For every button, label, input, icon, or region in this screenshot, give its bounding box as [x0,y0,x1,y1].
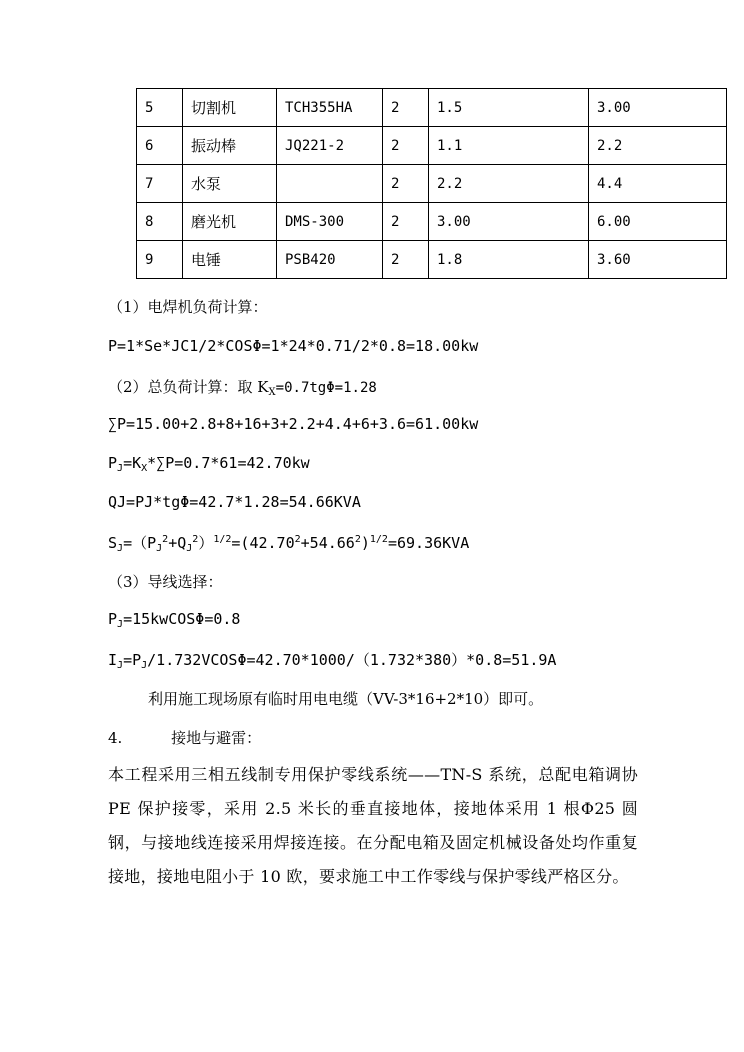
cell-quantity: 2 [383,165,429,203]
cell-total-power: 2.2 [589,127,727,165]
cell-equipment-name: 切割机 [183,89,277,127]
cable-note: 利用施工现场原有临时用电电缆（VV-3*16+2*10）即可。 [148,690,544,708]
formula-sj: $S_J=(P_J^2+Q_J^2)^{1/2}=(42.70^2+54.66^2)^{1/2}=69.36KVA$ [108,534,470,554]
cell-row-number: 5 [137,89,183,127]
table-row [137,165,727,203]
cell-unit-power: 1.1 [429,127,589,165]
cell-row-number: 6 [137,127,183,165]
cell-equipment-name: 磨光机 [183,203,277,241]
cell-equipment-name: 电锤 [183,241,277,279]
cell-row-number: 9 [137,241,183,279]
cell-unit-power: 3.00 [429,203,589,241]
cell-model: DMS-300 [277,203,383,241]
section-number: 4. [108,729,123,747]
table-row [137,127,727,165]
heading-total-load: （2）总负荷计算：取 $K_X=0.7tg\Phi=1.28$ [108,378,377,398]
cell-total-power: 4.4 [589,165,727,203]
cell-unit-power: 1.8 [429,241,589,279]
formula-pj-cos: $P_J=15kwCOS\Phi=0.8$ [108,610,241,630]
cell-quantity: 2 [383,203,429,241]
cell-unit-power: 2.2 [429,165,589,203]
cell-equipment-name: 水泵 [183,165,277,203]
heading-welder-load: （1）电焊机负荷计算： [108,298,268,316]
grounding-paragraph: 本工程采用三相五线制专用保护零线系统——TN-S 系统，总配电箱调协 PE 保护接零，采用 2.5 米长的垂直接地体，接地体采用 1 根Φ25 圆钢，与接地线连接采用焊接连接。在分配电箱及固定机械设备处均作重复接地，接地电阻小于 10 欧，要求施工中工作零线与保护零线严格区分。 [108,765,638,886]
formula-ij: $I_J=P_J/1.732VCOS\Phi=42.70*1000/(1.732*380)*0.8=51.9A$ [108,651,557,671]
cell-total-power: 6.00 [589,203,727,241]
cell-model [277,165,383,203]
cell-row-number: 8 [137,203,183,241]
formula-welder: P=1*Se*JC1/2*COSΦ=1*24*0.71/2*0.8=18.00kw [108,337,479,355]
cell-total-power: 3.00 [589,89,727,127]
cell-total-power: 3.60 [589,241,727,279]
cell-quantity: 2 [383,241,429,279]
formula-sum-p: ∑P=15.00+2.8+8+16+3+2.2+4.4+6+3.6=61.00kw [108,415,479,433]
formula-qj: QJ=PJ*tgΦ=42.7*1.28=54.66KVA [108,493,361,511]
cell-row-number: 7 [137,165,183,203]
cell-model: PSB420 [277,241,383,279]
cell-quantity: 2 [383,127,429,165]
cell-unit-power: 1.5 [429,89,589,127]
equipment-table [136,88,727,279]
section-title: 接地与避雷： [171,729,262,747]
cell-model: JQ221-2 [277,127,383,165]
cell-quantity: 2 [383,89,429,127]
cell-equipment-name: 振动棒 [183,127,277,165]
table-row [137,89,727,127]
formula-pj: $P_J=K_X*\sum P=0.7*61=42.70kw$ [108,454,310,474]
heading-wire-selection: （3）导线选择： [108,573,223,591]
cell-model: TCH355HA [277,89,383,127]
table-row [137,241,727,279]
table-row [137,203,727,241]
section-4-heading [108,727,261,748]
